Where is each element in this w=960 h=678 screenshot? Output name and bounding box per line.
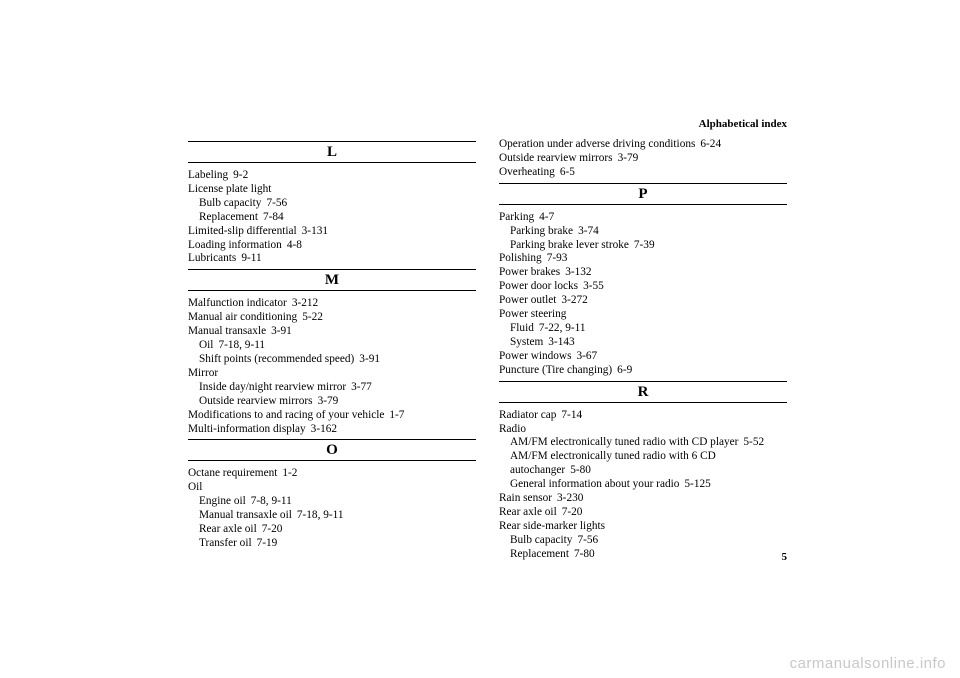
index-entry: [499, 520, 787, 534]
index-entry: [499, 364, 787, 378]
entry-text: Malfunction indicator: [188, 297, 287, 310]
entry-text: Oil: [188, 481, 203, 494]
entry-page-ref: 3-272: [561, 294, 588, 307]
index-subentry: [188, 197, 476, 211]
index-entry: [188, 169, 476, 183]
index-entry: [188, 225, 476, 239]
index-entry: [499, 138, 787, 152]
entry-page-ref: 7-80: [573, 547, 595, 560]
index-entry: [499, 280, 787, 294]
entry-text: Manual air conditioning: [188, 311, 298, 324]
index-entry: [188, 311, 476, 325]
index-entry: [499, 308, 787, 322]
index-column-left: [188, 138, 476, 551]
index-subentry: [499, 436, 787, 450]
index-entry: [188, 252, 476, 266]
entry-page-ref: 3-74: [578, 224, 599, 237]
entry-page-ref: 7-18, 9-11: [296, 509, 344, 522]
entry-text: Modifications to and racing of your vehicle: [188, 408, 385, 421]
entry-page-ref: 3-162: [310, 422, 338, 435]
index-entry: [499, 166, 787, 180]
index-entry: [188, 297, 476, 311]
index-entry: [188, 367, 476, 381]
entry-page-ref: 6-24: [700, 138, 722, 150]
entry-text: Multi-information display: [188, 422, 306, 435]
entry-text: Octane requirement: [188, 467, 278, 480]
entry-page-ref: 7-14: [561, 408, 583, 421]
entry-text: Bulb capacity: [510, 533, 573, 546]
entry-page-ref: 3-91: [271, 325, 292, 338]
index-entry: [188, 481, 476, 495]
watermark-text: carmanualsonline.info: [789, 655, 946, 672]
index-subentry: [499, 548, 787, 562]
entry-text: Overheating: [499, 165, 555, 178]
entry-text: Manual transaxle oil: [199, 509, 292, 522]
entry-text: Bulb capacity: [199, 196, 262, 209]
entry-text: Oil: [199, 339, 214, 352]
index-entry: [499, 506, 787, 520]
index-subentry: [188, 395, 476, 409]
entry-text: AM/FM electronically tuned radio with CD player: [510, 436, 739, 449]
index-subentry: [499, 322, 787, 336]
entry-text: AM/FM electronically tuned radio with 6 CD: [510, 450, 716, 463]
entry-text: Radiator cap: [499, 408, 557, 421]
entry-text: Power brakes: [499, 266, 561, 279]
entry-page-ref: 4-8: [286, 238, 302, 251]
entry-text: Operation under adverse driving conditions: [499, 138, 696, 150]
entry-page-ref: 3-230: [557, 492, 584, 505]
entry-text: Outside rearview mirrors: [499, 151, 613, 164]
entry-text: Mirror: [188, 366, 219, 379]
entry-text: License plate light: [188, 182, 272, 195]
index-subentry: [499, 534, 787, 548]
index-subentry: [188, 537, 476, 551]
entry-text: Power steering: [499, 308, 567, 321]
entry-page-ref: 3-212: [291, 297, 319, 310]
entry-page-ref: 1-7: [389, 408, 405, 421]
entry-page-ref: 7-84: [262, 210, 284, 223]
entry-page-ref: 7-20: [261, 523, 283, 536]
entry-page-ref: 5-22: [302, 311, 323, 324]
index-subentry: [188, 353, 476, 367]
index-subentry: [499, 336, 787, 350]
index-entry: [188, 467, 476, 481]
index-subentry: [499, 478, 787, 492]
section-heading-p: P: [499, 183, 787, 205]
index-entry: [188, 409, 476, 423]
index-column-right: [499, 138, 787, 562]
entry-page-ref: 7-20: [561, 505, 583, 518]
index-entry: [188, 423, 476, 437]
entry-text: General information about your radio: [510, 478, 680, 491]
entry-page-ref: 3-79: [617, 151, 639, 164]
page-header-title: Alphabetical index: [698, 118, 787, 130]
entry-page-ref: 3-132: [565, 266, 592, 279]
entry-page-ref: 7-56: [266, 196, 288, 209]
entry-text: Polishing: [499, 252, 542, 265]
index-subentry: [188, 523, 476, 537]
section-heading-r: R: [499, 381, 787, 403]
index-entry: [499, 423, 787, 437]
entry-page-ref: 9-11: [241, 252, 262, 265]
entry-text: Lubricants: [188, 252, 237, 265]
entry-text: Radio: [499, 422, 526, 435]
entry-page-ref: 7-8, 9-11: [250, 495, 292, 508]
entry-text: Shift points (recommended speed): [199, 352, 355, 365]
index-entry: [499, 294, 787, 308]
index-subentry: [499, 225, 787, 239]
entry-page-ref: 6-9: [617, 363, 633, 376]
entry-page-ref: 7-22, 9-11: [538, 321, 586, 334]
entry-page-ref: 7-39: [633, 238, 655, 251]
index-entry: [499, 350, 787, 364]
entry-text: Rain sensor: [499, 492, 553, 505]
entry-page-ref: 3-131: [301, 224, 329, 237]
index-subentry: [499, 450, 787, 464]
entry-page-ref: 3-77: [351, 380, 372, 393]
index-entry: [499, 409, 787, 423]
entry-page-ref: 7-93: [546, 252, 568, 265]
entry-text: Loading information: [188, 238, 282, 251]
entry-text: Fluid: [510, 321, 534, 334]
entry-page-ref: 7-18, 9-11: [218, 339, 266, 352]
index-entry: [499, 152, 787, 166]
section-heading-o: O: [188, 439, 476, 461]
entry-text: Parking brake lever stroke: [510, 238, 629, 251]
entry-page-ref: 7-56: [577, 533, 599, 546]
entry-page-ref: 4-7: [539, 210, 555, 223]
index-subentry: [499, 464, 787, 478]
entry-text: Power outlet: [499, 294, 557, 307]
entry-page-ref: 7-19: [256, 536, 278, 549]
index-subentry: [188, 211, 476, 225]
index-entry: [188, 239, 476, 253]
page-number: 5: [781, 551, 787, 563]
section-heading-l: L: [188, 141, 476, 163]
entry-text: System: [510, 335, 544, 348]
entry-text: Parking: [499, 210, 535, 223]
entry-text: Replacement: [510, 547, 569, 560]
entry-page-ref: 5-125: [684, 478, 711, 491]
entry-text: Rear axle oil: [199, 523, 257, 536]
entry-text: Parking brake: [510, 224, 574, 237]
entry-page-ref: 9-2: [233, 169, 249, 181]
entry-page-ref: 5-52: [743, 436, 765, 449]
entry-text: Rear axle oil: [499, 505, 557, 518]
entry-text: autochanger: [510, 464, 566, 477]
entry-page-ref: 3-79: [317, 394, 339, 407]
index-subentry: [188, 509, 476, 523]
index-entry: [188, 183, 476, 197]
entry-text: Inside day/night rearview mirror: [199, 380, 347, 393]
entry-text: Power windows: [499, 349, 572, 362]
entry-page-ref: 3-91: [359, 352, 381, 365]
index-subentry: [499, 239, 787, 253]
index-entry: [499, 266, 787, 280]
entry-page-ref: 5-80: [570, 464, 591, 477]
index-subentry: [188, 381, 476, 395]
entry-text: Power door locks: [499, 280, 579, 293]
entry-page-ref: 6-5: [559, 165, 575, 178]
entry-page-ref: 1-2: [282, 467, 298, 480]
entry-text: Transfer oil: [199, 536, 252, 549]
entry-text: Manual transaxle: [188, 325, 267, 338]
section-heading-m: M: [188, 269, 476, 291]
entry-text: Limited-slip differential: [188, 224, 297, 237]
index-entry: [499, 211, 787, 225]
entry-text: Outside rearview mirrors: [199, 394, 313, 407]
index-entry: [188, 325, 476, 339]
entry-page-ref: 3-55: [583, 280, 604, 293]
index-entry: [499, 252, 787, 266]
index-subentry: [188, 495, 476, 509]
entry-page-ref: 3-143: [548, 335, 575, 348]
index-subentry: [188, 339, 476, 353]
entry-text: Engine oil: [199, 495, 246, 508]
entry-page-ref: 3-67: [576, 349, 598, 362]
index-entry: [499, 492, 787, 506]
entry-text: Rear side-marker lights: [499, 519, 606, 532]
entry-text: Labeling: [188, 169, 229, 181]
entry-text: Replacement: [199, 210, 258, 223]
entry-text: Puncture (Tire changing): [499, 363, 613, 376]
